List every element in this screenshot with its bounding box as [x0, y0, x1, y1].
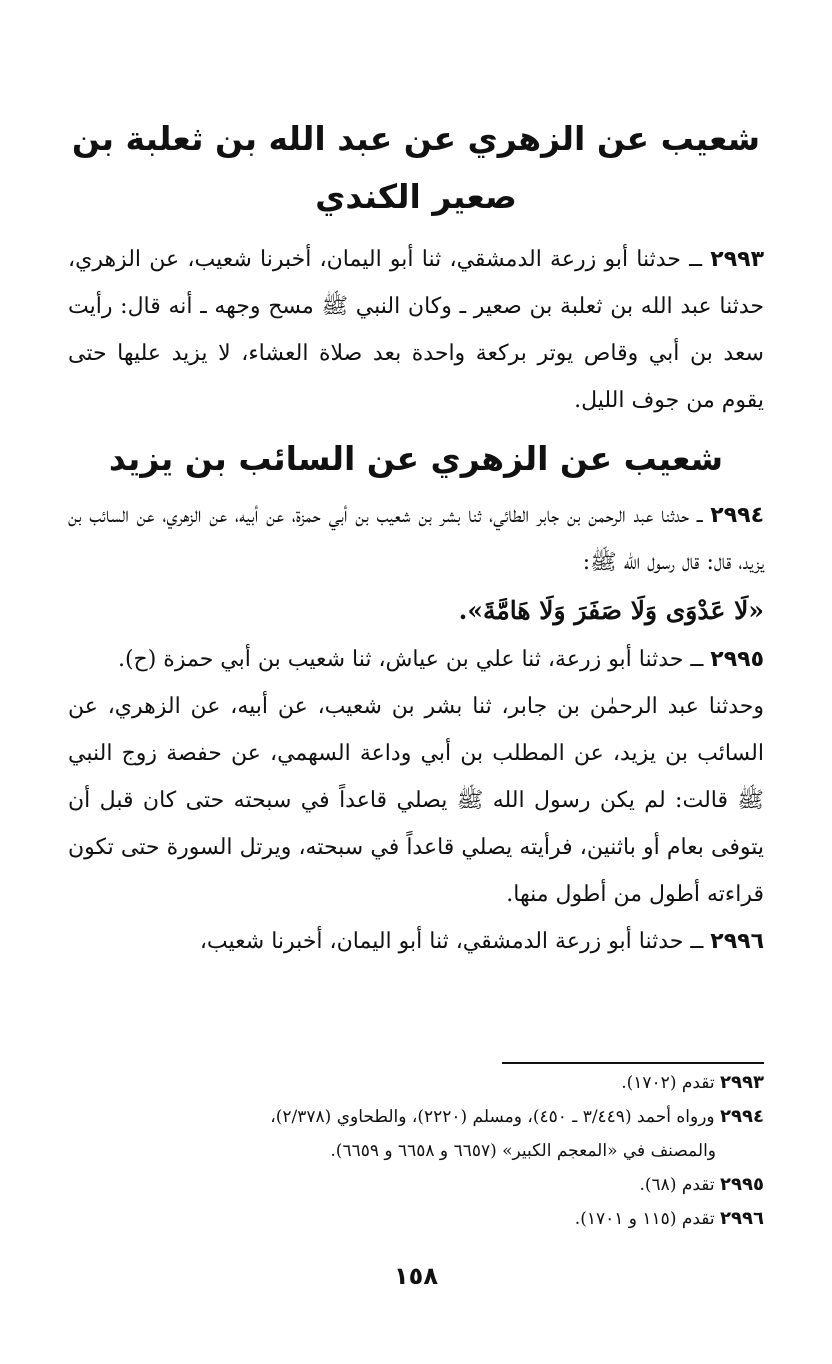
hadith-2996: [68, 918, 764, 965]
footnote-text: تقدم (١١٥ و ١٧٠١).: [574, 1209, 721, 1229]
footnote-number: ٢٩٩٦: [720, 1208, 764, 1229]
hadith-2994: [68, 492, 764, 586]
footnote: [68, 1100, 764, 1134]
hadith-text: ــ حدثنا أبو زرعة، ثنا علي بن عياش، ثنا شعيب بن أبي حمزة (ح).: [117, 647, 711, 672]
hadith-number: ٢٩٩٥: [710, 647, 764, 672]
footnote-text: تقدم (١٧٠٢).: [621, 1073, 721, 1093]
footnote-text: تقدم (٦٨).: [639, 1175, 721, 1195]
hadith-2995: [68, 636, 764, 683]
hadith-number: ٢٩٩٤: [710, 503, 764, 528]
hadith-text: ــ حدثنا عبد الرحمن بن جابر الطائي، ثنا بشر بن شعيب بن أبي حمزة، عن أبيه، عن الزهري، عن السائب بن يزيد، قال: قال رسول الله ﷺ:: [68, 503, 764, 575]
footnote-number: ٢٩٩٥: [720, 1174, 764, 1195]
footnote-number: ٢٩٩٤: [720, 1106, 764, 1127]
hadith-text: ــ حدثنا أبو زرعة الدمشقي، ثنا أبو اليمان، أخبرنا شعيب،: [199, 929, 711, 954]
hadith-number: ٢٩٩٣: [710, 247, 764, 272]
footnote: [68, 1202, 764, 1236]
hadith-2993: [68, 236, 764, 424]
hadith-text: ــ حدثنا أبو زرعة الدمشقي، ثنا أبو اليمان، أخبرنا شعيب، عن الزهري، حدثنا عبد الله بن ثعلبة بن صعير ـ وكان النبي ﷺ مسح وجهه ـ أنه قال: رأيت سعد بن أبي وقاص يوتر بركعة واحدة بعد صلاة العشاء، لا يزيد عليها حتى يقوم من جوف الليل.: [68, 247, 764, 413]
page-number: ١٥٨: [394, 1262, 438, 1290]
footnote-separator: [502, 1062, 764, 1064]
hadith-number: ٢٩٩٦: [710, 929, 764, 954]
footnote: [68, 1066, 764, 1100]
prophetic-quote: «لَا عَدْوَى وَلَا صَفَرَ وَلَا هَامَّةَ».: [458, 596, 764, 625]
section-heading: شعيب عن الزهري عن السائب بن يزيد: [108, 439, 724, 478]
footnote-number: ٢٩٩٣: [720, 1072, 764, 1093]
footnotes: [68, 1062, 764, 1236]
section-heading: شعيب عن الزهري عن عبد الله بن ثعلبة بن صعير الكندي: [71, 119, 761, 216]
footnote: [68, 1168, 764, 1202]
footnote-text: ورواه أحمد (٣/٤٤٩ ـ ٤٥٠)، ومسلم (٢٢٢٠)، والطحاوي (٢/٣٧٨)،: [270, 1107, 721, 1127]
hadith-2995-continuation: وحدثنا عبد الرحمٰن بن جابر، ثنا بشر بن شعيب، عن أبيه، عن الزهري، عن السائب بن يزيد، عن المطلب بن أبي وداعة السهمي، عن حفصة زوج النبي ﷺ قالت: لم يكن رسول الله ﷺ يصلي قاعداً في سبحته حتى كان قبل أن يتوفى بعام أو باثنين، فرأيته يصلي قاعداً في سبحته، ويرتل السورة حتى تكون قراءته أطول من أطول منها.: [68, 694, 764, 907]
footnote-continuation: والمصنف في «المعجم الكبير» (٦٦٥٧ و ٦٦٥٨ و ٦٦٥٩).: [330, 1141, 716, 1161]
